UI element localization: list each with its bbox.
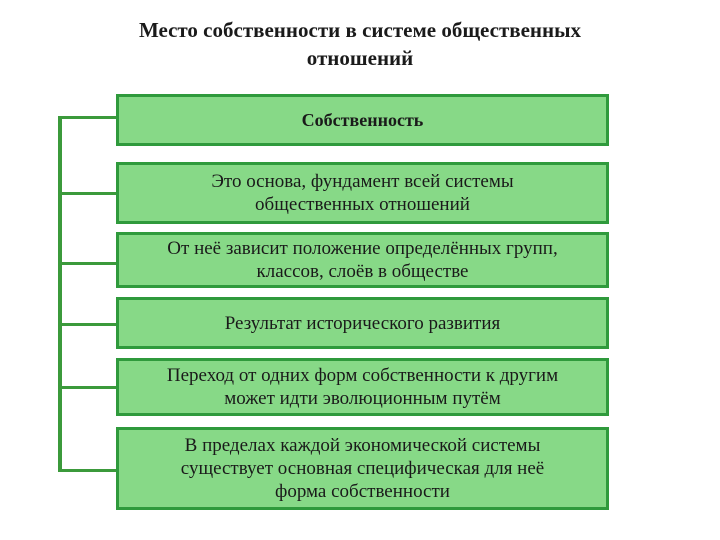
feature-1-line-2: общественных отношений (255, 194, 470, 215)
feature-4-text (161, 364, 564, 410)
connector-to-box-2 (58, 262, 116, 265)
feature-5-text (175, 434, 550, 503)
title-line-2: отношений (306, 46, 414, 70)
title-line-1: Место собственности в системе общественных (138, 18, 582, 42)
connector-to-header (58, 116, 116, 119)
connector-to-box-1 (58, 192, 116, 195)
feature-2-line-2: классов, слоёв в обществе (256, 261, 469, 282)
feature-1-text (205, 170, 519, 216)
property-feature-box-2 (116, 232, 609, 288)
feature-4-line-1: Переход от одних форм собственности к другим (166, 365, 559, 386)
feature-2-line-1: От неё зависит положение определённых групп, (167, 238, 558, 259)
feature-3-line-1: Результат исторического развития (224, 312, 501, 334)
property-feature-box-4 (116, 358, 609, 416)
property-feature-box-3 (116, 297, 609, 349)
property-feature-box-1 (116, 162, 609, 224)
feature-5-line-3: форма собственности (275, 481, 450, 502)
diagram-title (60, 16, 660, 72)
feature-2-text (161, 237, 563, 283)
property-header-label: Собственность (301, 109, 424, 130)
property-header-box (116, 94, 609, 146)
feature-1-line-1: Это основа, фундамент всей системы (211, 171, 514, 192)
feature-5-line-2: существует основная специфическая для неё (180, 458, 545, 479)
connector-to-box-5 (58, 469, 116, 472)
connector-to-box-3 (58, 323, 116, 326)
connector-vertical-line (58, 116, 62, 472)
property-feature-box-5 (116, 427, 609, 510)
feature-4-line-2: может идти эволюционным путём (224, 388, 501, 409)
feature-5-line-1: В пределах каждой экономической системы (184, 435, 541, 456)
connector-to-box-4 (58, 386, 116, 389)
